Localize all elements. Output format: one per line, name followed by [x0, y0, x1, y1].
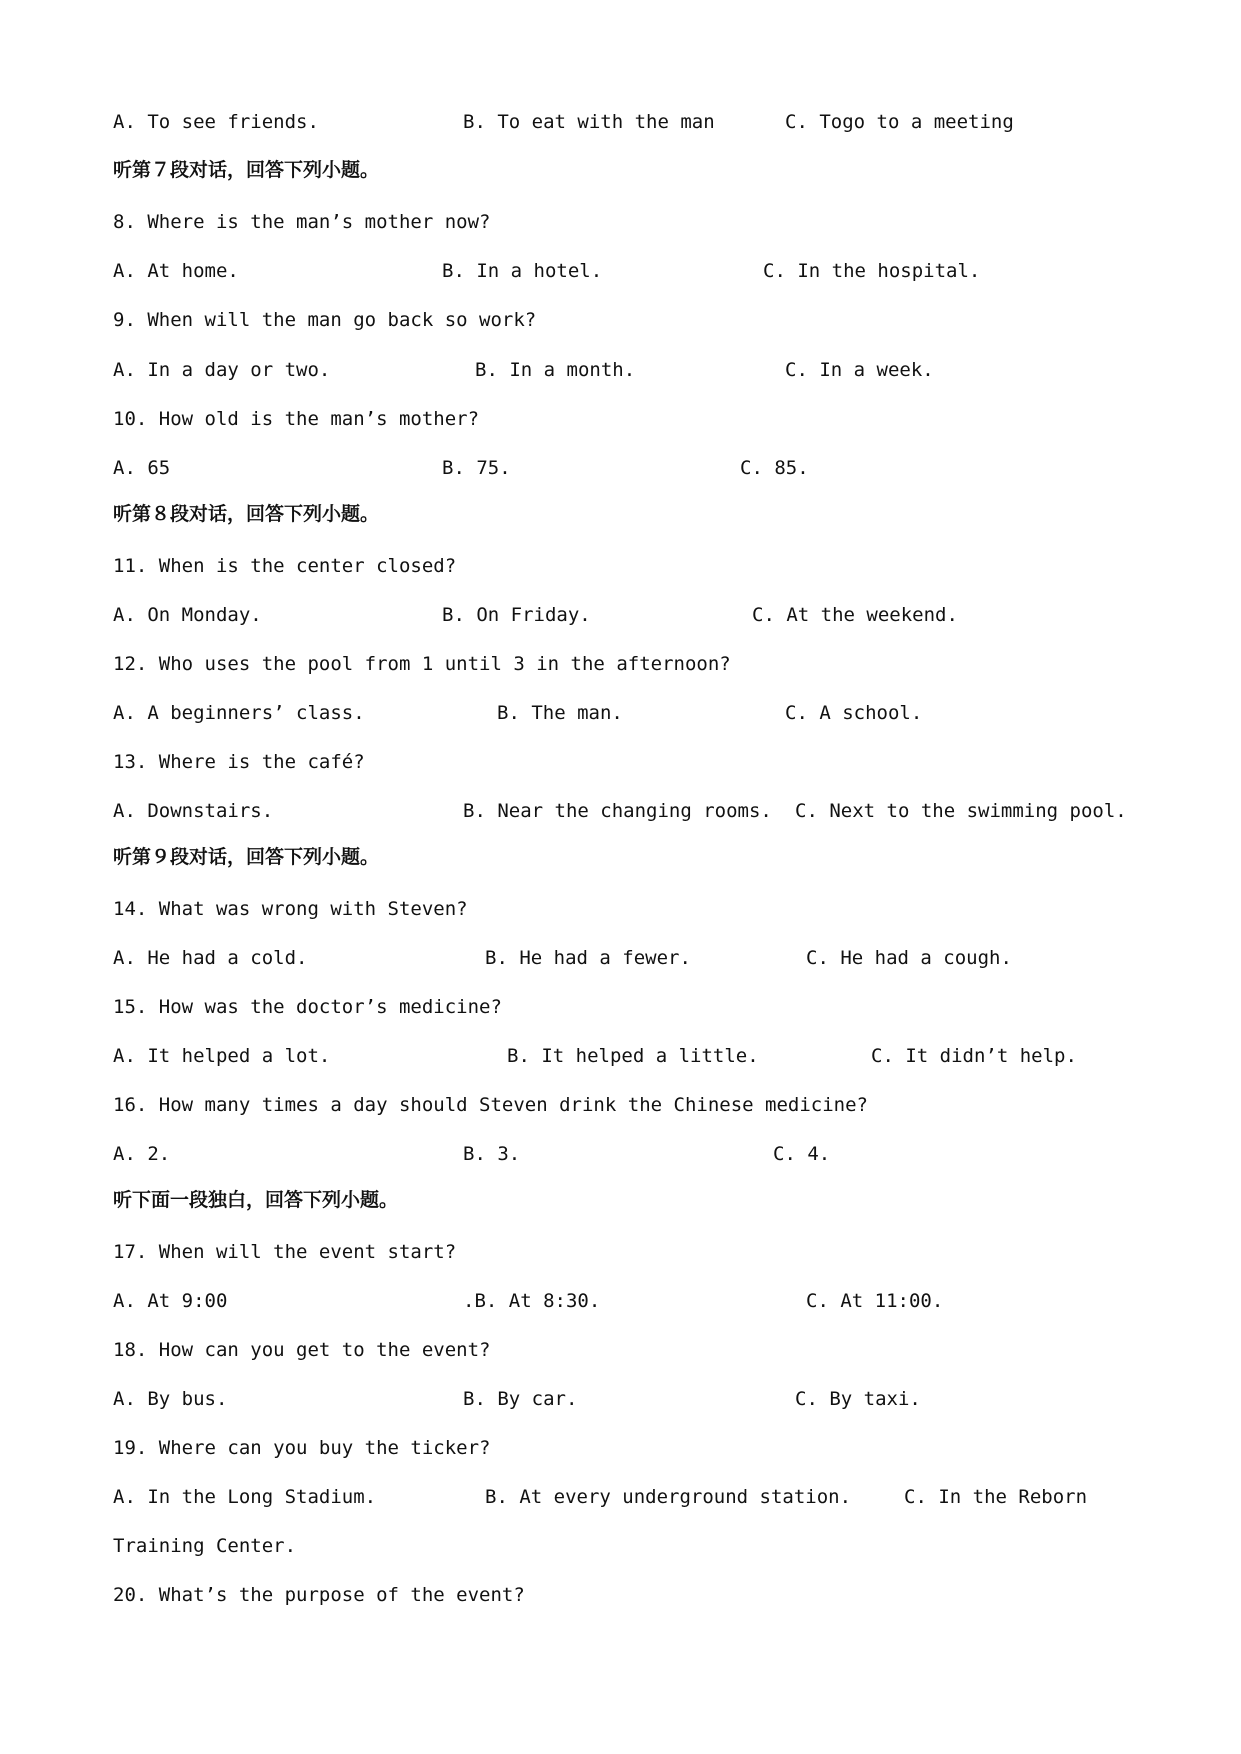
q17-option-a: A. At 9:00: [113, 1290, 228, 1312]
q11-option-c: C. At the weekend.: [752, 604, 958, 626]
q14-option-a: A. He had a cold.: [113, 947, 308, 969]
q13-option-b: B. Near the changing rooms.: [463, 800, 772, 822]
q16-option-a: A. 2.: [113, 1143, 171, 1165]
q8-option-b: B. In a hotel.: [442, 260, 603, 282]
q12-option-b: B. The man.: [497, 702, 623, 724]
q16-stem: 16. How many times a day should Steven drink the Chinese medicine?: [113, 1094, 868, 1116]
q7-option-a: A. To see friends.: [113, 111, 319, 133]
q8-option-c: C. In the hospital.: [763, 260, 981, 282]
q13-stem: 13. Where is the café?: [113, 751, 365, 773]
q17-stem: 17. When will the event start?: [113, 1241, 457, 1263]
q19-option-a: A. In the Long Stadium.: [113, 1486, 377, 1508]
q15-option-b: B. It helped a little.: [507, 1045, 759, 1067]
q17-option-c: C. At 11:00.: [806, 1290, 944, 1312]
q7-option-c: C. Togo to a meeting: [785, 111, 1014, 133]
q20-stem: 20. What’s the purpose of the event?: [113, 1584, 525, 1606]
q15-option-a: A. It helped a lot.: [113, 1045, 331, 1067]
q11-stem: 11. When is the center closed?: [113, 555, 457, 577]
q19-option-b: B. At every underground station.: [485, 1486, 852, 1508]
q19-option-c: C. In the Reborn: [904, 1486, 1088, 1508]
q11-option-a: A. On Monday.: [113, 604, 262, 626]
q15-stem: 15. How was the doctor’s medicine?: [113, 996, 502, 1018]
section-header-8: 听第８段对话，回答下列小题。: [113, 503, 380, 525]
q17-option-b: .B. At 8:30.: [463, 1290, 601, 1312]
section-header-10: 听下面一段独白，回答下列小题。: [113, 1189, 399, 1211]
q19-option-c-continued: Training Center.: [113, 1535, 297, 1557]
q10-stem: 10. How old is the man’s mother?: [113, 408, 480, 430]
q14-stem: 14. What was wrong with Steven?: [113, 898, 468, 920]
q14-option-b: B. He had a fewer.: [485, 947, 691, 969]
q10-option-b: B. 75.: [442, 457, 511, 479]
q16-option-b: B. 3.: [463, 1143, 521, 1165]
q18-stem: 18. How can you get to the event?: [113, 1339, 491, 1361]
q18-option-b: B. By car.: [463, 1388, 578, 1410]
q11-option-b: B. On Friday.: [442, 604, 591, 626]
q9-option-b: B. In a month.: [475, 359, 636, 381]
q9-stem: 9. When will the man go back so work?: [113, 309, 537, 331]
q18-option-c: C. By taxi.: [795, 1388, 921, 1410]
q9-option-a: A. In a day or two.: [113, 359, 331, 381]
q12-stem: 12. Who uses the pool from 1 until 3 in the afternoon?: [113, 653, 731, 675]
q12-option-a: A. A beginners’ class.: [113, 702, 365, 724]
q10-option-a: A. 65: [113, 457, 171, 479]
q8-stem: 8. Where is the man’s mother now?: [113, 211, 491, 233]
q7-option-b: B. To eat with the man: [463, 111, 715, 133]
q19-stem: 19. Where can you buy the ticker?: [113, 1437, 491, 1459]
q18-option-a: A. By bus.: [113, 1388, 228, 1410]
section-header-9: 听第９段对话，回答下列小题。: [113, 846, 380, 868]
q14-option-c: C. He had a cough.: [806, 947, 1012, 969]
q13-option-c: C. Next to the swimming pool.: [795, 800, 1127, 822]
q10-option-c: C. 85.: [740, 457, 809, 479]
q9-option-c: C. In a week.: [785, 359, 934, 381]
q15-option-c: C. It didn’t help.: [871, 1045, 1077, 1067]
q12-option-c: C. A school.: [785, 702, 923, 724]
q8-option-a: A. At home.: [113, 260, 239, 282]
q13-option-a: A. Downstairs.: [113, 800, 274, 822]
section-header-7: 听第７段对话，回答下列小题。: [113, 159, 380, 181]
q16-option-c: C. 4.: [773, 1143, 831, 1165]
